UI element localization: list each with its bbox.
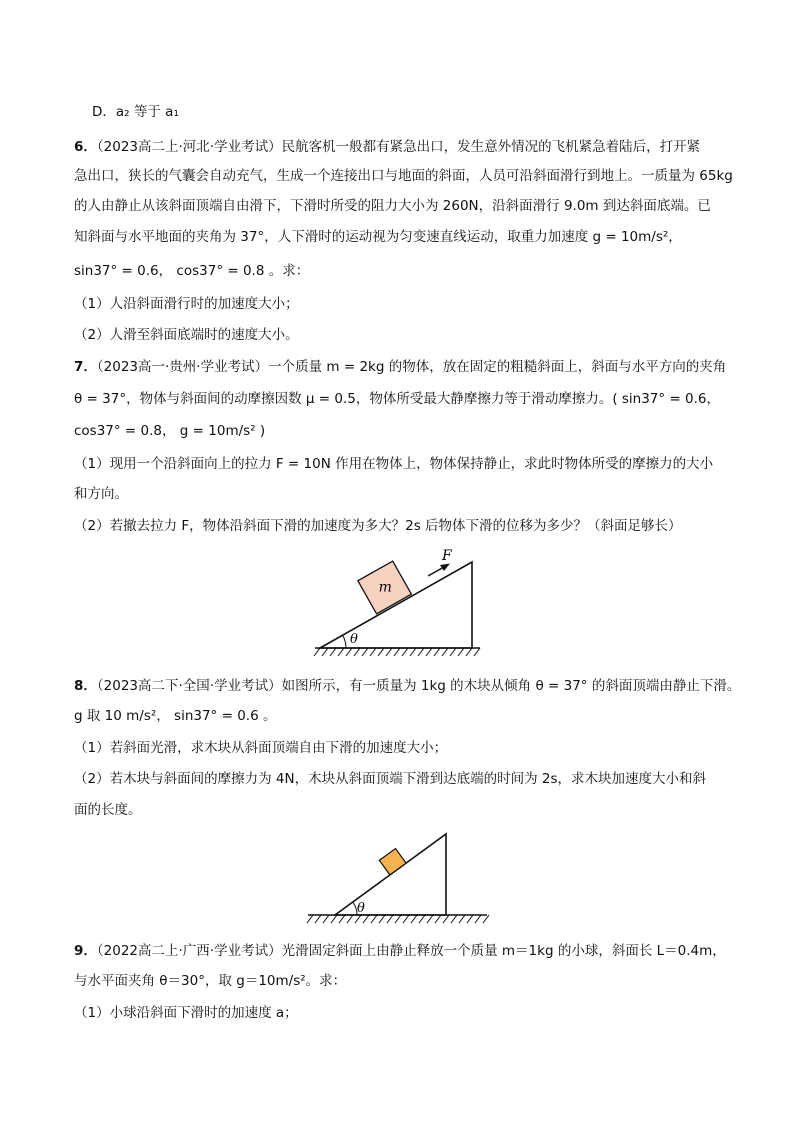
q8-subquestion-2a: （2）若木块与斜面间的摩擦力为 4N，木块从斜面顶端下滑到达底端的时间为 2s，求木块加速度大小和斜 xyxy=(74,771,706,787)
option-d-label: D． xyxy=(92,104,116,120)
angle-arc xyxy=(343,635,346,648)
q9-line-2: 与水平面夹角 θ＝30°，取 g＝10m/s²。求： xyxy=(74,973,347,989)
option-d xyxy=(92,102,179,122)
q8-source: （2023高二下·全国·学业考试） xyxy=(96,678,282,694)
q7-subquestion-2: （2）若撤去拉力 F，物体沿斜面下滑的加速度为多大？2s 后物体下滑的位移为多少？（斜面足够长） xyxy=(74,518,682,534)
wood-block xyxy=(379,849,406,875)
q7-line-3: cos37° = 0.8， g = 10m/s² ) xyxy=(74,423,266,439)
q6-line-3: 的人由静止从该斜面顶端自由滑下，下滑时所受的阻力大小为 260N，沿斜面滑行 9.0m 到达斜面底端。已 xyxy=(74,198,711,214)
q6-number: 6． xyxy=(74,139,97,155)
q6-line-2: 急出口，狭长的气囊会自动充气，生成一个连接出口与地面的斜面，人员可沿斜面滑行到地上。一质量为 65kg xyxy=(74,168,733,184)
q9-subquestion-1: （1）小球沿斜面下滑时的加速度 a； xyxy=(74,1005,298,1021)
force-label: F xyxy=(442,548,452,564)
q9-text-1: 光滑固定斜面上由静止释放一个质量 m＝1kg 的小球，斜面长 L＝0.4m， xyxy=(281,943,726,959)
q7-source: （2023高一·贵州·学业考试） xyxy=(96,359,269,375)
q9-line-1 xyxy=(74,941,726,961)
angle-label: θ xyxy=(357,901,365,916)
force-arrow xyxy=(428,564,450,577)
q7-text-1: 一个质量 m = 2kg 的物体，放在固定的粗糙斜面上，斜面与水平方向的夹角 xyxy=(268,359,727,375)
mass-label: m xyxy=(378,579,392,596)
q8-subquestion-2b: 面的长度。 xyxy=(74,802,142,818)
q7-line-2: θ = 37°，物体与斜面间的动摩擦因数 μ = 0.5，物体所受最大静摩擦力等于滑动摩擦力。( sin37° = 0.6， xyxy=(74,391,721,407)
q8-number: 8． xyxy=(74,678,97,694)
q7-subquestion-1b: 和方向。 xyxy=(74,486,128,502)
q6-text-1: 民航客机一般都有紧急出口，发生意外情况的飞机紧急着陆后，打开紧 xyxy=(281,139,701,155)
q8-subquestion-1: （1）若斜面光滑，求木块从斜面顶端自由下滑的加速度大小； xyxy=(74,740,448,756)
q9-source: （2022高二上·广西·学业考试） xyxy=(96,943,282,959)
option-d-text: a₂ 等于 a₁ xyxy=(115,104,179,120)
ground-hatching xyxy=(314,648,480,656)
q9-number: 9． xyxy=(74,943,97,959)
q7-line-1 xyxy=(74,357,726,377)
q8-line-2: g 取 10 m/s²， sin37° = 0.6 。 xyxy=(74,708,277,724)
q8-line-1 xyxy=(74,676,740,696)
q8-text-1: 如图所示，有一质量为 1kg 的木块从倾角 θ = 37° 的斜面顶端由静止下滑。 xyxy=(281,678,741,694)
q7-number: 7． xyxy=(74,359,97,375)
q6-line-4: 知斜面与水平地面的夹角为 37°，人下滑时的运动视为匀变速直线运动，取重力加速度 g = 10m/s²， xyxy=(74,229,682,245)
q6-source: （2023高二上·河北·学业考试） xyxy=(96,139,282,155)
q6-subquestion-1: （1）人沿斜面滑行时的加速度大小； xyxy=(74,296,299,312)
q6-line-5: sin37° = 0.6， cos37° = 0.8 。求： xyxy=(74,263,310,279)
q8-incline-figure xyxy=(305,828,490,928)
q6-line-1 xyxy=(74,137,700,157)
q6-subquestion-2: （2）人滑至斜面底端时的速度大小。 xyxy=(74,327,299,343)
q7-incline-figure xyxy=(310,540,485,662)
q7-subquestion-1a: （1）现用一个沿斜面向上的拉力 F = 10N 作用在物体上，物体保持静止，求此时物体所受的摩擦力的大小 xyxy=(74,456,714,472)
ground-hatching xyxy=(307,915,489,923)
angle-label: θ xyxy=(350,632,358,647)
